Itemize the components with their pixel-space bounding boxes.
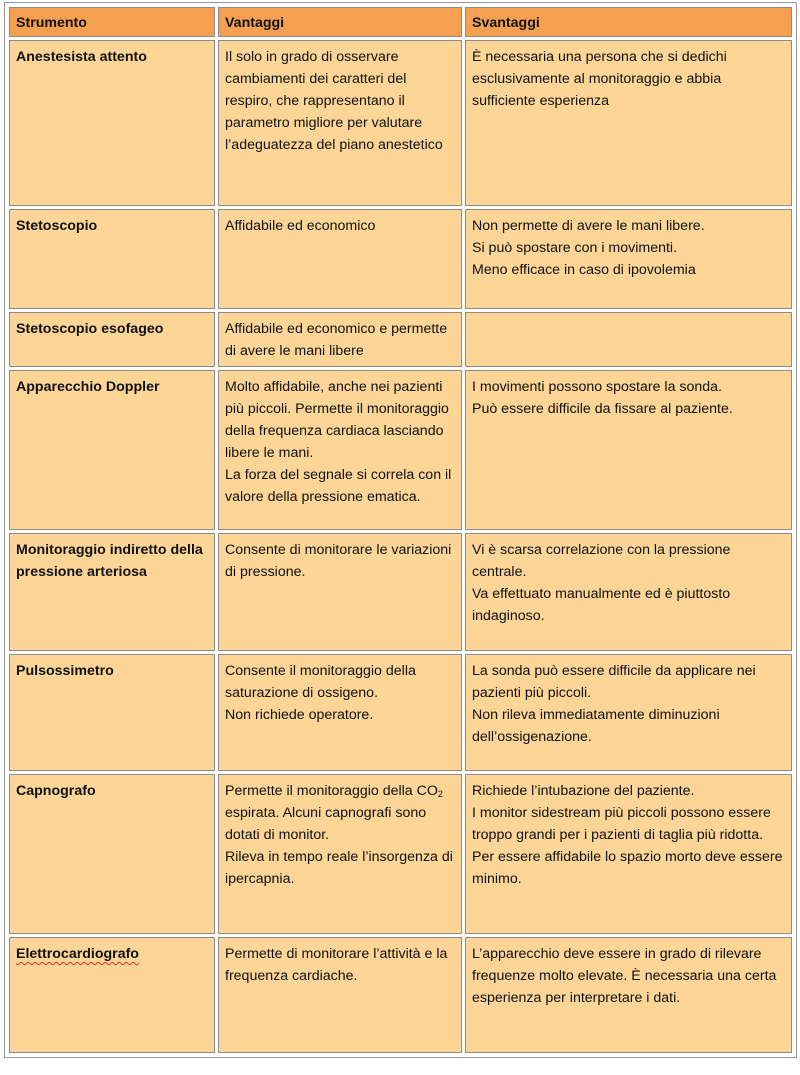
cell-strumento: Stetoscopio esofageo [9, 312, 215, 367]
cell-svantaggi [465, 40, 792, 206]
table-row [9, 40, 792, 206]
cell-svantaggi [465, 209, 792, 309]
table-row [9, 209, 792, 309]
cell-text: Non richiede operatore. [225, 707, 374, 723]
cell-text: Va effettuato manualmente ed è piuttosto indaginoso. [472, 586, 731, 624]
cell-text: Si può spostare con i movimenti. [472, 240, 678, 256]
cell-svantaggi [465, 312, 792, 367]
cell-text: Per essere affidabile lo spazio morto deve essere minimo. [472, 849, 783, 887]
table-row [9, 937, 792, 1053]
cell-strumento: Apparecchio Doppler [9, 370, 215, 530]
comparison-table-frame [4, 2, 797, 1058]
cell-text: Richiede l’intubazione del paziente. [472, 783, 695, 799]
cell-svantaggi [465, 370, 792, 530]
spellcheck-word: Elettrocardiografo [16, 946, 139, 962]
cell-text [225, 780, 456, 846]
cell-strumento: Pulsossimetro [9, 654, 215, 771]
header-strumento: Strumento [9, 7, 215, 37]
cell-text: Affidabile ed economico e permette di avere le mani libere [225, 321, 448, 359]
cell-svantaggi [465, 774, 792, 934]
cell-text: L’apparecchio deve essere in grado di rilevare frequenze molto elevate. È necessaria una certa esperienza per interpretare i dati. [472, 946, 777, 1006]
cell-text: I movimenti possono spostare la sonda. [472, 379, 722, 395]
cell-text: Affidabile ed economico [225, 218, 376, 234]
table-header-row [9, 7, 792, 37]
cell-text: Meno efficace in caso di ipovolemia [472, 262, 696, 278]
subscript: 2 [437, 789, 443, 799]
cell-strumento: Capnografo [9, 774, 215, 934]
cell-text: Non permette di avere le mani libere. [472, 218, 705, 234]
cell-vantaggi [218, 312, 462, 367]
cell-text: Consente di monitorare le variazioni di pressione. [225, 542, 452, 580]
cell-vantaggi [218, 533, 462, 651]
cell-text: La sonda può essere difficile da applicare nei pazienti più piccoli. [472, 663, 756, 701]
header-vantaggi: Vantaggi [218, 7, 462, 37]
cell-svantaggi [465, 654, 792, 771]
table-row [9, 370, 792, 530]
monitoring-instruments-table [6, 4, 795, 1056]
cell-vantaggi [218, 774, 462, 934]
cell-strumento [9, 937, 215, 1053]
cell-strumento: Monitoraggio indiretto della pressione arteriosa [9, 533, 215, 651]
cell-vantaggi [218, 209, 462, 309]
cell-text: Non rileva immediatamente diminuzioni dell’ossigenazione. [472, 707, 720, 745]
text-fragment: espirata. Alcuni capnografi sono dotati di monitor. [225, 805, 427, 843]
cell-text: È necessaria una persona che si dedichi esclusivamente al monitoraggio e abbia sufficiente esperienza [472, 49, 727, 109]
cell-svantaggi [465, 533, 792, 651]
header-svantaggi: Svantaggi [465, 7, 792, 37]
cell-vantaggi [218, 937, 462, 1053]
cell-text: Molto affidabile, anche nei pazienti più piccoli. Permette il monitoraggio della frequenza cardiaca lasciando libere le mani. [225, 379, 449, 461]
cell-text: Può essere difficile da fissare al paziente. [472, 401, 733, 417]
table-row [9, 312, 792, 367]
cell-text: Consente il monitoraggio della saturazione di ossigeno. [225, 663, 416, 701]
cell-text: Vi è scarsa correlazione con la pressione centrale. [472, 542, 731, 580]
cell-text: I monitor sidestream più piccoli possono essere troppo grandi per i pazienti di taglia più ridotta. [472, 805, 771, 843]
cell-text: La forza del segnale si correla con il valore della pressione ematica. [225, 467, 452, 505]
text-fragment: Permette il monitoraggio della CO [225, 783, 438, 799]
cell-vantaggi [218, 40, 462, 206]
cell-text: Rileva in tempo reale l’insorgenza di ipercapnia. [225, 849, 453, 887]
table-row [9, 654, 792, 771]
table-row [9, 533, 792, 651]
cell-strumento: Stetoscopio [9, 209, 215, 309]
table-row [9, 774, 792, 934]
cell-text: Permette di monitorare l’attività e la frequenza cardiache. [225, 946, 448, 984]
cell-strumento: Anestesista attento [9, 40, 215, 206]
cell-vantaggi [218, 370, 462, 530]
cell-svantaggi [465, 937, 792, 1053]
cell-vantaggi [218, 654, 462, 771]
cell-text: Il solo in grado di osservare cambiamenti dei caratteri del respiro, che rappresentano il parametro migliore per valutare l’adeguatezza del piano anestetico [225, 49, 443, 153]
